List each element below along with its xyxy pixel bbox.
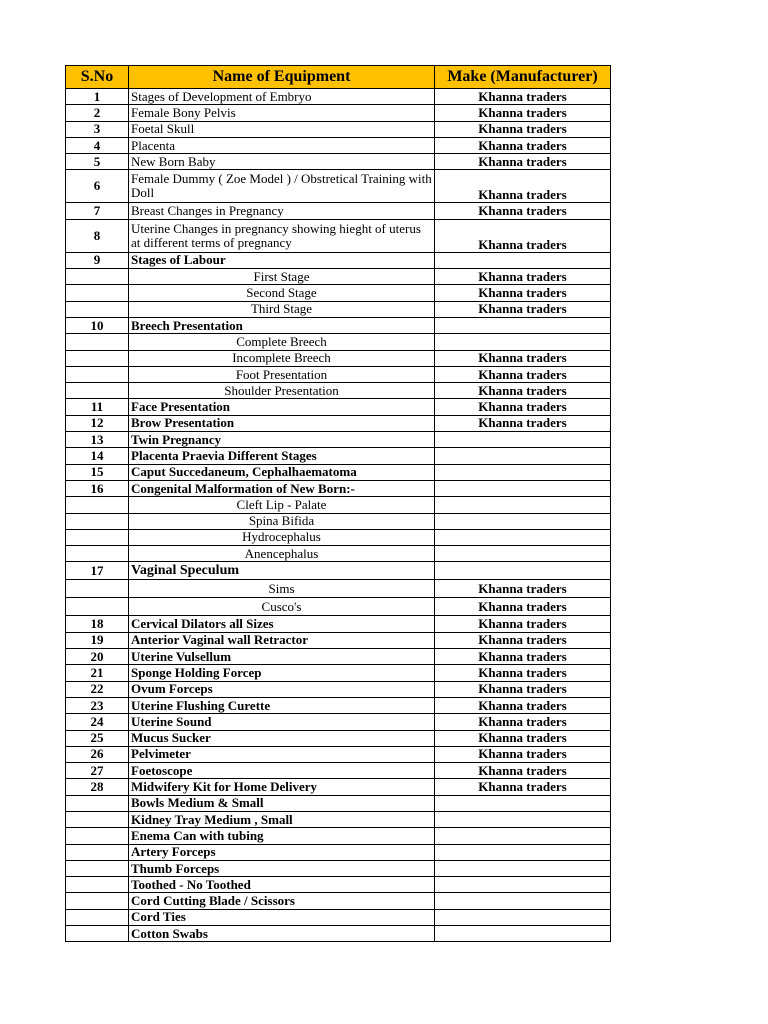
cell-name: Mucus Sucker [129, 730, 435, 746]
cell-make: Khanna traders [435, 170, 611, 203]
cell-name: Bowls Medium & Small [129, 795, 435, 811]
cell-name: Uterine Changes in pregnancy showing hieght of uterus at different terms of pregnancy [129, 219, 435, 252]
table-row [66, 301, 611, 317]
table-row [66, 893, 611, 909]
cell-sno [66, 366, 129, 382]
cell-sno: 18 [66, 616, 129, 632]
table-row [66, 448, 611, 464]
cell-make [435, 860, 611, 876]
cell-name: Thumb Forceps [129, 860, 435, 876]
table-row [66, 909, 611, 925]
cell-make: Khanna traders [435, 350, 611, 366]
cell-sno: 2 [66, 105, 129, 121]
cell-sno: 3 [66, 121, 129, 137]
cell-sno: 11 [66, 399, 129, 415]
cell-sno: 12 [66, 415, 129, 431]
table-row [66, 763, 611, 779]
table-row [66, 746, 611, 762]
header-sno: S.No [66, 66, 129, 89]
cell-name: Anterior Vaginal wall Retractor [129, 632, 435, 648]
cell-make [435, 811, 611, 827]
cell-make: Khanna traders [435, 383, 611, 399]
cell-sno [66, 529, 129, 545]
cell-make: Khanna traders [435, 415, 611, 431]
table-row [66, 779, 611, 795]
cell-name: Ovum Forceps [129, 681, 435, 697]
cell-make [435, 893, 611, 909]
cell-make: Khanna traders [435, 649, 611, 665]
cell-make [435, 480, 611, 496]
cell-make: Khanna traders [435, 301, 611, 317]
cell-sno: 15 [66, 464, 129, 480]
cell-make: Khanna traders [435, 366, 611, 382]
cell-name: Third Stage [129, 301, 435, 317]
cell-name: Uterine Sound [129, 714, 435, 730]
cell-name: Pelvimeter [129, 746, 435, 762]
cell-sno [66, 383, 129, 399]
cell-make: Khanna traders [435, 681, 611, 697]
cell-sno [66, 334, 129, 350]
cell-sno [66, 828, 129, 844]
cell-make [435, 546, 611, 562]
cell-sno: 4 [66, 137, 129, 153]
table-row [66, 285, 611, 301]
cell-name: Cord Ties [129, 909, 435, 925]
table-row [66, 529, 611, 545]
table-row [66, 203, 611, 219]
table-row [66, 317, 611, 333]
cell-make: Khanna traders [435, 285, 611, 301]
table-row [66, 219, 611, 252]
cell-sno: 24 [66, 714, 129, 730]
cell-name: Placenta [129, 137, 435, 153]
table-row [66, 828, 611, 844]
table-row [66, 598, 611, 616]
cell-sno: 28 [66, 779, 129, 795]
cell-make: Khanna traders [435, 697, 611, 713]
table-row [66, 714, 611, 730]
cell-name: Caput Succedaneum, Cephalhaematoma [129, 464, 435, 480]
cell-name: Brow Presentation [129, 415, 435, 431]
cell-name: Anencephalus [129, 546, 435, 562]
cell-sno: 6 [66, 170, 129, 203]
cell-name: Artery Forceps [129, 844, 435, 860]
header-name: Name of Equipment [129, 66, 435, 89]
cell-make: Khanna traders [435, 746, 611, 762]
table-row [66, 480, 611, 496]
table-row [66, 89, 611, 105]
cell-make [435, 877, 611, 893]
cell-make: Khanna traders [435, 616, 611, 632]
cell-sno [66, 598, 129, 616]
cell-name: Uterine Vulsellum [129, 649, 435, 665]
cell-name: Complete Breech [129, 334, 435, 350]
cell-make: Khanna traders [435, 89, 611, 105]
table-row [66, 464, 611, 480]
cell-make: Khanna traders [435, 763, 611, 779]
cell-make [435, 252, 611, 268]
cell-name: Hydrocephalus [129, 529, 435, 545]
cell-make: Khanna traders [435, 580, 611, 598]
equipment-table [65, 65, 611, 942]
table-row [66, 383, 611, 399]
cell-sno: 7 [66, 203, 129, 219]
cell-make: Khanna traders [435, 105, 611, 121]
cell-make: Khanna traders [435, 714, 611, 730]
cell-make: Khanna traders [435, 219, 611, 252]
cell-make [435, 317, 611, 333]
cell-name: First Stage [129, 269, 435, 285]
cell-make: Khanna traders [435, 779, 611, 795]
cell-make [435, 432, 611, 448]
cell-name: Face Presentation [129, 399, 435, 415]
cell-make [435, 448, 611, 464]
cell-make [435, 844, 611, 860]
table-row [66, 546, 611, 562]
cell-sno: 23 [66, 697, 129, 713]
cell-name: Foot Presentation [129, 366, 435, 382]
table-row [66, 926, 611, 942]
cell-sno: 9 [66, 252, 129, 268]
header-make: Make (Manufacturer) [435, 66, 611, 89]
cell-sno: 27 [66, 763, 129, 779]
cell-name: Second Stage [129, 285, 435, 301]
cell-name: Cleft Lip - Palate [129, 497, 435, 513]
table-row [66, 697, 611, 713]
cell-sno: 21 [66, 665, 129, 681]
cell-name: Shoulder Presentation [129, 383, 435, 399]
cell-sno [66, 860, 129, 876]
cell-name: Incomplete Breech [129, 350, 435, 366]
table-row [66, 665, 611, 681]
cell-name: Female Bony Pelvis [129, 105, 435, 121]
cell-name: New Born Baby [129, 154, 435, 170]
cell-sno: 19 [66, 632, 129, 648]
table-row [66, 415, 611, 431]
cell-name: Foetal Skull [129, 121, 435, 137]
cell-sno [66, 350, 129, 366]
cell-make: Khanna traders [435, 269, 611, 285]
table-row [66, 811, 611, 827]
cell-make: Khanna traders [435, 121, 611, 137]
table-row [66, 432, 611, 448]
cell-make: Khanna traders [435, 665, 611, 681]
cell-sno [66, 513, 129, 529]
cell-sno: 8 [66, 219, 129, 252]
table-row [66, 105, 611, 121]
table-row [66, 616, 611, 632]
cell-sno: 26 [66, 746, 129, 762]
table-row [66, 497, 611, 513]
cell-make: Khanna traders [435, 598, 611, 616]
cell-name: Midwifery Kit for Home Delivery [129, 779, 435, 795]
cell-name: Sponge Holding Forcep [129, 665, 435, 681]
table-row [66, 513, 611, 529]
table-row [66, 350, 611, 366]
header-row [66, 66, 611, 89]
cell-make [435, 497, 611, 513]
cell-sno [66, 580, 129, 598]
cell-make [435, 562, 611, 580]
cell-make [435, 529, 611, 545]
cell-name: Foetoscope [129, 763, 435, 779]
cell-name: Cord Cutting Blade / Scissors [129, 893, 435, 909]
cell-make: Khanna traders [435, 137, 611, 153]
cell-name: Cotton Swabs [129, 926, 435, 942]
cell-make: Khanna traders [435, 632, 611, 648]
table-row [66, 860, 611, 876]
table-row [66, 366, 611, 382]
cell-make: Khanna traders [435, 730, 611, 746]
table-row [66, 562, 611, 580]
cell-sno: 14 [66, 448, 129, 464]
cell-name: Sims [129, 580, 435, 598]
table-row [66, 795, 611, 811]
cell-sno [66, 546, 129, 562]
cell-sno: 25 [66, 730, 129, 746]
cell-sno: 16 [66, 480, 129, 496]
cell-sno [66, 926, 129, 942]
cell-sno [66, 497, 129, 513]
cell-name: Congenital Malformation of New Born:- [129, 480, 435, 496]
cell-sno [66, 877, 129, 893]
cell-name: Breast Changes in Pregnancy [129, 203, 435, 219]
table-row [66, 681, 611, 697]
cell-name: Female Dummy ( Zoe Model ) / Obstretical Training with Doll [129, 170, 435, 203]
table-row [66, 269, 611, 285]
cell-sno [66, 893, 129, 909]
cell-sno: 10 [66, 317, 129, 333]
cell-sno: 13 [66, 432, 129, 448]
cell-name: Cusco's [129, 598, 435, 616]
table-row [66, 877, 611, 893]
table-row [66, 137, 611, 153]
cell-make [435, 334, 611, 350]
cell-sno [66, 269, 129, 285]
cell-sno: 1 [66, 89, 129, 105]
table-row [66, 632, 611, 648]
cell-sno: 17 [66, 562, 129, 580]
cell-make [435, 513, 611, 529]
table-row [66, 170, 611, 203]
cell-name: Stages of Labour [129, 252, 435, 268]
cell-make: Khanna traders [435, 154, 611, 170]
cell-sno [66, 811, 129, 827]
cell-name: Twin Pregnancy [129, 432, 435, 448]
table-row [66, 844, 611, 860]
cell-make: Khanna traders [435, 203, 611, 219]
table-row [66, 121, 611, 137]
cell-sno [66, 844, 129, 860]
cell-name: Kidney Tray Medium , Small [129, 811, 435, 827]
table-row [66, 399, 611, 415]
cell-sno [66, 795, 129, 811]
cell-make: Khanna traders [435, 399, 611, 415]
cell-name: Placenta Praevia Different Stages [129, 448, 435, 464]
table-row [66, 649, 611, 665]
cell-sno [66, 909, 129, 925]
table-row [66, 252, 611, 268]
cell-name: Cervical Dilators all Sizes [129, 616, 435, 632]
table-row [66, 154, 611, 170]
cell-make [435, 464, 611, 480]
cell-name: Uterine Flushing Curette [129, 697, 435, 713]
cell-sno: 20 [66, 649, 129, 665]
cell-make [435, 909, 611, 925]
cell-name: Stages of Development of Embryo [129, 89, 435, 105]
cell-name: Enema Can with tubing [129, 828, 435, 844]
cell-sno: 5 [66, 154, 129, 170]
cell-make [435, 828, 611, 844]
cell-make [435, 926, 611, 942]
table-row [66, 580, 611, 598]
cell-name: Breech Presentation [129, 317, 435, 333]
cell-sno: 22 [66, 681, 129, 697]
table-row [66, 334, 611, 350]
cell-sno [66, 301, 129, 317]
cell-name: Spina Bifida [129, 513, 435, 529]
cell-sno [66, 285, 129, 301]
cell-make [435, 795, 611, 811]
table-row [66, 730, 611, 746]
cell-name: Toothed - No Toothed [129, 877, 435, 893]
cell-name: Vaginal Speculum [129, 562, 435, 580]
